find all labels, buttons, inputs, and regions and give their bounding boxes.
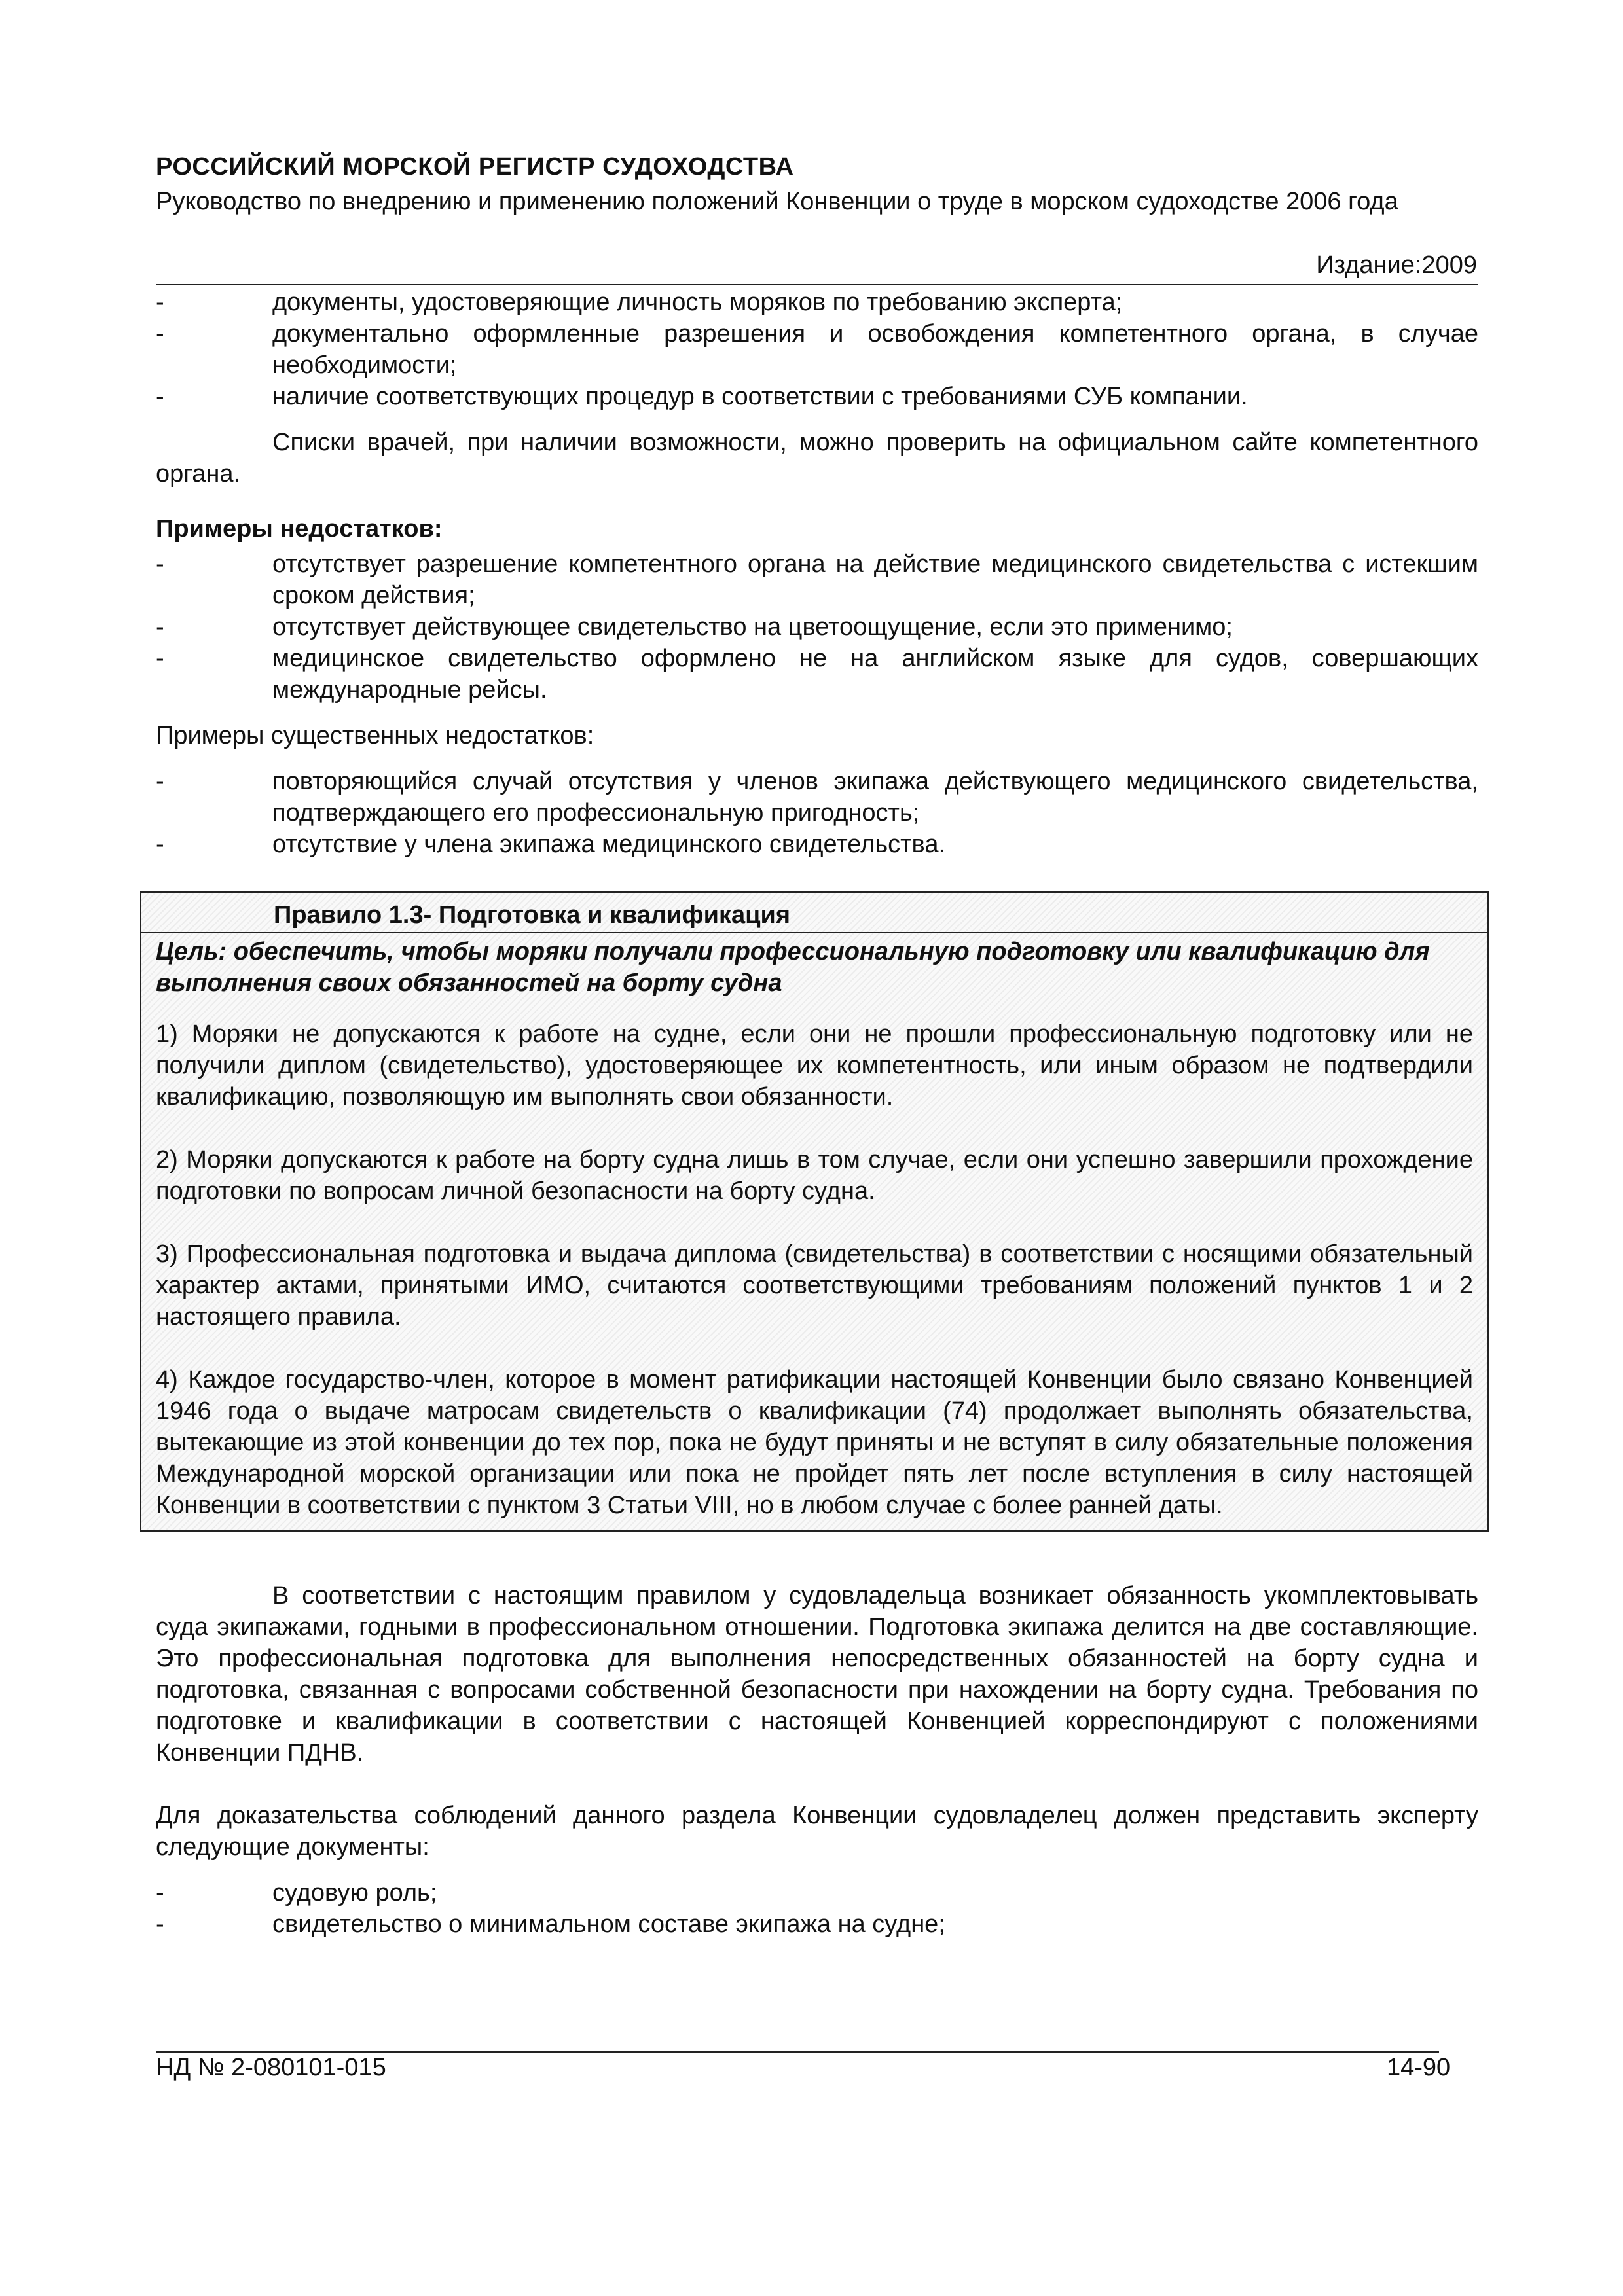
list-item: - судовую роль;	[156, 1877, 1478, 1909]
footer-divider	[156, 2051, 1439, 2053]
rule-paragraph: 4) Каждое государство-член, которое в момент ратификации настоящей Конвенции было связано Конвенцией 1946 года о выдаче матросам свидетельств о квалификации (74) продолжает выполнять обязательства, вытекающие из этой конвенции до тех пор, пока не будут приняты и не вступят в силу обязательные положения Международной морской организации или пока не пройдет пять лет после вступления в силу настоящей Конвенции в соответствии с пунктом 3 Статьи VIII, но в любом случае с более ранней даты.	[156, 1366, 1473, 1519]
list-item: - отсутствие у члена экипажа медицинского свидетельства.	[156, 829, 1478, 860]
rule-paragraph: 2) Моряки допускаются к работе на борту судна лишь в том случае, если они успешно завершили прохождение подготовки по вопросам личной безопасности на борту судна.	[156, 1146, 1473, 1205]
header-subtitle: Руководство по внедрению и применению положений Конвенции о труде в морском судоходстве 2006 года	[156, 188, 1398, 215]
page-content	[156, 287, 1478, 1940]
major-deficiencies-heading: Примеры существенных недостатков:	[156, 722, 594, 749]
list-dash: -	[156, 550, 164, 578]
list-dash: -	[156, 645, 164, 672]
header-edition: Издание:2009	[1316, 251, 1477, 279]
list-dash: -	[156, 320, 164, 348]
list-dash: -	[156, 289, 164, 316]
list-item: - медицинское свидетельство оформлено не на английском языке для судов, совершающих международные рейсы.	[156, 643, 1478, 706]
paragraph-owner: В соответствии с настоящим правилом у судовладельца возникает обязанность укомплектовывать суда экипажами, годными в профессиональном отношении. Подготовка экипажа делится на две составляющие. Это профессиональная подготовка для выполнения непосредственных обязанностей на борту судна и подготовка, связанная с вопросами собственной безопасности при нахождении на борту судна. Требования по подготовке и квалификации в соответствии с настоящей Конвенцией корреспондируют с положениями Конвенции ПДНВ.	[156, 1582, 1478, 1767]
list-dash: -	[156, 1879, 164, 1907]
header-divider	[156, 284, 1478, 285]
list-item: - свидетельство о минимальном составе экипажа на судне;	[156, 1909, 1478, 1940]
footer-doc-number: НД № 2-080101-015	[156, 2054, 386, 2081]
rule-goal: Цель: обеспечить, чтобы моряки получали профессиональную подготовку или квалификацию для выполнения своих обязанностей на борту судна	[156, 938, 1430, 997]
list-dash: -	[156, 1910, 164, 1938]
list-item: - документы, удостоверяющие личность моряков по требованию эксперта;	[156, 287, 1478, 318]
rule-paragraph: 3) Профессиональная подготовка и выдача диплома (свидетельства) в соответствии с носящими обязательный характер актами, принятыми ИМО, считаются соответствующими требованиям положений пунктов 1 и 2 настоящего правила.	[156, 1240, 1473, 1331]
list-item: - наличие соответствующих процедур в соответствии с требованиями СУБ компании.	[156, 381, 1478, 412]
list-item: - отсутствует действующее свидетельство на цветоощущение, если это применимо;	[156, 611, 1478, 643]
list-dash: -	[156, 768, 164, 795]
major-deficiencies-list	[156, 766, 1478, 860]
list-dash: -	[156, 383, 164, 410]
deficiencies-heading: Примеры недостатков:	[156, 515, 443, 543]
list-dash: -	[156, 831, 164, 858]
footer-page-number: 14-90	[1387, 2054, 1451, 2081]
list-dash: -	[156, 613, 164, 641]
paragraph-doctors: Списки врачей, при наличии возможности, можно проверить на официальном сайте компетентного органа.	[156, 429, 1478, 488]
list-item: - документально оформленные разрешения и освобождения компетентного органа, в случае необходимости;	[156, 318, 1478, 381]
list-item: - повторяющийся случай отсутствия у членов экипажа действующего медицинского свидетельства, подтверждающего его профессиональную пригодность;	[156, 766, 1478, 829]
header-organization: РОССИЙСКИЙ МОРСКОЙ РЕГИСТР СУДОХОДСТВА	[156, 153, 794, 181]
paragraph-evidence: Для доказательства соблюдений данного раздела Конвенции судовладелец должен представить эксперту следующие документы:	[156, 1802, 1478, 1861]
list-bottom	[156, 1877, 1478, 1940]
rule-paragraph: 1) Моряки не допускаются к работе на судне, если они не прошли профессиональную подготовку или не получили диплом (свидетельство), удостоверяющее их компетентность, или иным образом не подтвердили квалификацию, позволяющую им выполнять свои обязанности.	[156, 1020, 1473, 1111]
list-top	[156, 287, 1478, 412]
rule-title: Правило 1.3- Подготовка и квалификация	[141, 893, 1487, 933]
rule-box	[140, 891, 1489, 1532]
deficiencies-list	[156, 548, 1478, 706]
list-item: - отсутствует разрешение компетентного органа на действие медицинского свидетельства с истекшим сроком действия;	[156, 548, 1478, 611]
